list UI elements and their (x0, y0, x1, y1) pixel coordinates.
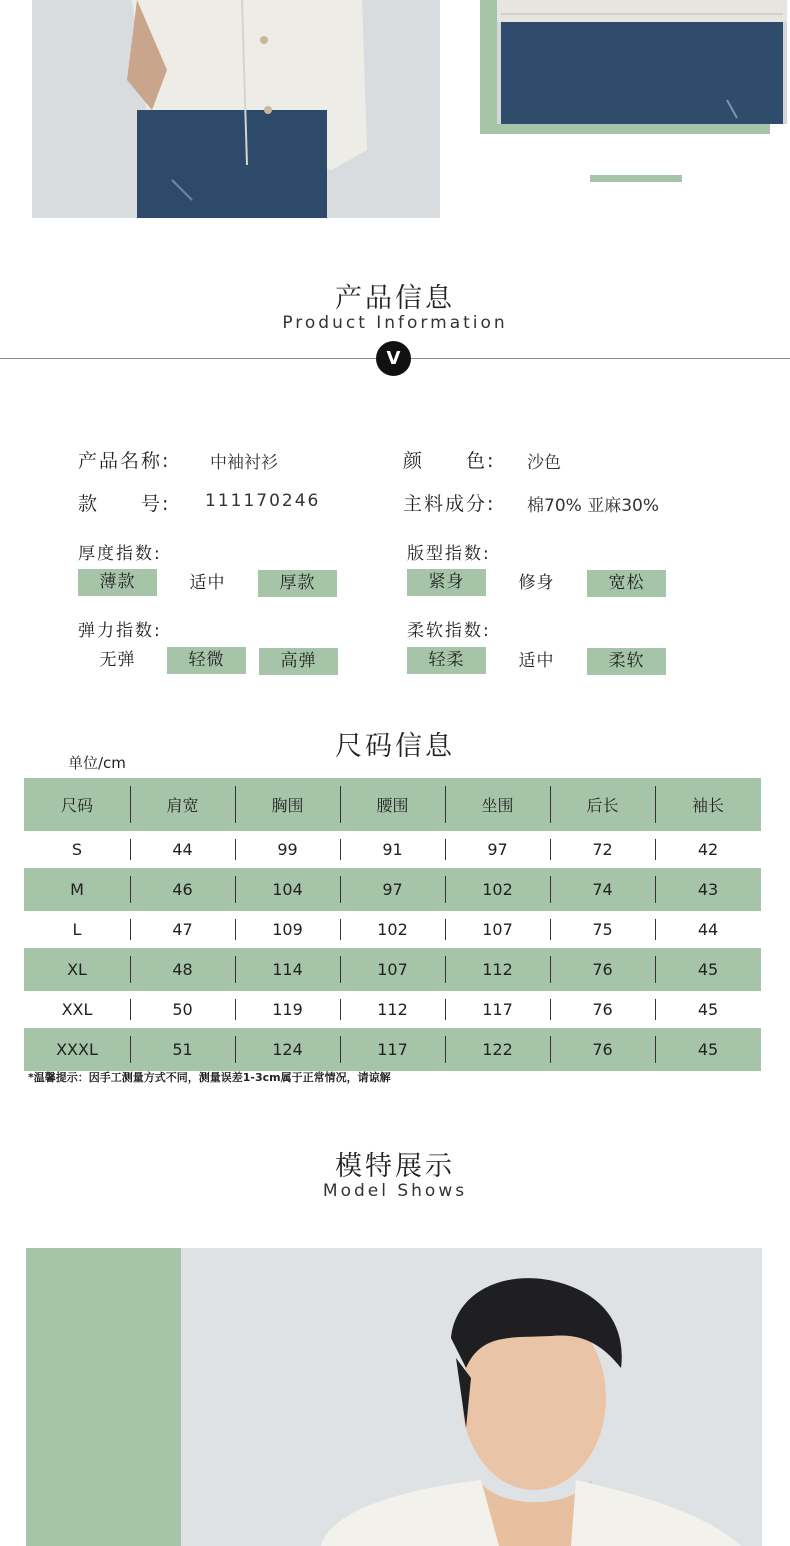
table-cell: 99 (235, 831, 340, 868)
header-cell: 尺码 (60, 796, 93, 815)
thickness-option-thick: 厚款 (258, 570, 337, 597)
table-cell: 114 (235, 948, 340, 991)
table-cell: 42 (655, 831, 761, 868)
table-cell: 124 (235, 1028, 340, 1071)
table-cell: 45 (655, 991, 761, 1028)
table-cell: 122 (445, 1028, 550, 1071)
table-cell: 76 (550, 948, 655, 991)
table-cell: XXL (61, 1000, 93, 1019)
header-cell: 腰围 (340, 778, 445, 831)
table-cell: XL (67, 960, 87, 979)
table-cell: 97 (340, 868, 445, 911)
table-cell: 45 (655, 948, 761, 991)
model-show-subtitle: Model Shows (322, 1181, 468, 1201)
table-cell: M (70, 880, 84, 899)
table-cell: 109 (235, 911, 340, 948)
table-cell: 97 (445, 831, 550, 868)
color-label: 颜 色: (403, 450, 496, 472)
fit-label: 版型指数: (407, 544, 491, 564)
table-cell: 43 (655, 868, 761, 911)
table-cell: 102 (340, 911, 445, 948)
header-cell: 胸围 (235, 778, 340, 831)
table-cell: 107 (340, 948, 445, 991)
product-info-subtitle: Product Information (282, 313, 508, 333)
table-row (24, 1028, 761, 1071)
table-cell: L (72, 920, 82, 939)
thickness-option-thin: 薄款 (78, 569, 157, 596)
fit-option-loose: 宽松 (587, 570, 666, 597)
table-cell: 74 (550, 868, 655, 911)
table-cell: 119 (235, 991, 340, 1028)
decorative-bar (590, 175, 682, 182)
measurement-note: *温馨提示：因手工测量方式不同，测量误差1-3cm属于正常情况，请谅解 (28, 1071, 391, 1084)
table-cell: XXXL (56, 1040, 98, 1059)
name-label: 产品名称: (78, 450, 171, 472)
softness-label: 柔软指数: (407, 621, 491, 641)
thickness-label: 厚度指数: (78, 544, 162, 564)
softness-option-medium: 适中 (518, 651, 555, 671)
fit-option-tight: 紧身 (407, 569, 486, 596)
table-cell: 91 (340, 831, 445, 868)
material-value: 棉70% 亚麻30% (527, 496, 659, 516)
elasticity-option-slight: 轻微 (167, 647, 246, 674)
header-cell: 袖长 (655, 778, 761, 831)
table-cell: 112 (340, 991, 445, 1028)
size-table (24, 778, 761, 1071)
table-row (24, 868, 761, 911)
style-no-value: 111170246 (205, 491, 321, 511)
table-cell: 102 (445, 868, 550, 911)
table-cell: 44 (130, 831, 235, 868)
product-photo-left (32, 0, 440, 218)
size-table-header (24, 778, 761, 831)
shirt-jeans-photo (32, 0, 440, 218)
table-cell: 45 (655, 1028, 761, 1071)
color-value: 沙色 (527, 453, 561, 473)
table-row (24, 991, 761, 1028)
model-show-title: 模特展示 (335, 1151, 455, 1182)
style-no-label: 款 号: (78, 493, 171, 515)
table-cell: 48 (130, 948, 235, 991)
fit-option-slim: 修身 (518, 573, 555, 593)
v-badge: V (376, 341, 411, 376)
table-cell: 76 (550, 1028, 655, 1071)
model-green-panel (26, 1248, 182, 1546)
table-row (24, 911, 761, 948)
jeans-detail-photo (497, 0, 787, 124)
softness-option-gentle: 轻柔 (407, 647, 486, 674)
table-row (24, 831, 761, 868)
header-cell: 肩宽 (130, 778, 235, 831)
table-cell: 107 (445, 911, 550, 948)
table-cell: 72 (550, 831, 655, 868)
table-cell: 46 (130, 868, 235, 911)
header-cell: 坐围 (445, 778, 550, 831)
thickness-option-medium: 适中 (189, 573, 226, 593)
elasticity-option-none: 无弹 (99, 650, 136, 670)
material-label: 主料成分: (403, 493, 496, 515)
table-row (24, 948, 761, 991)
model-portrait (181, 1248, 762, 1546)
product-info-title: 产品信息 (335, 283, 455, 314)
table-cell: 75 (550, 911, 655, 948)
softness-option-soft: 柔软 (587, 648, 666, 675)
table-cell: 47 (130, 911, 235, 948)
table-cell: 117 (340, 1028, 445, 1071)
elasticity-option-high: 高弹 (259, 648, 338, 675)
table-cell: 50 (130, 991, 235, 1028)
elasticity-label: 弹力指数: (78, 621, 162, 641)
table-cell: S (71, 840, 83, 859)
unit-label: 单位/cm (68, 754, 126, 772)
table-cell: 112 (445, 948, 550, 991)
table-cell: 76 (550, 991, 655, 1028)
table-cell: 44 (655, 911, 761, 948)
table-cell: 104 (235, 868, 340, 911)
size-info-title: 尺码信息 (335, 731, 455, 762)
table-cell: 117 (445, 991, 550, 1028)
header-cell: 后长 (550, 778, 655, 831)
table-cell: 51 (130, 1028, 235, 1071)
model-photo (181, 1248, 762, 1546)
name-value: 中袖衬衫 (210, 453, 278, 473)
product-photo-right (497, 0, 787, 124)
